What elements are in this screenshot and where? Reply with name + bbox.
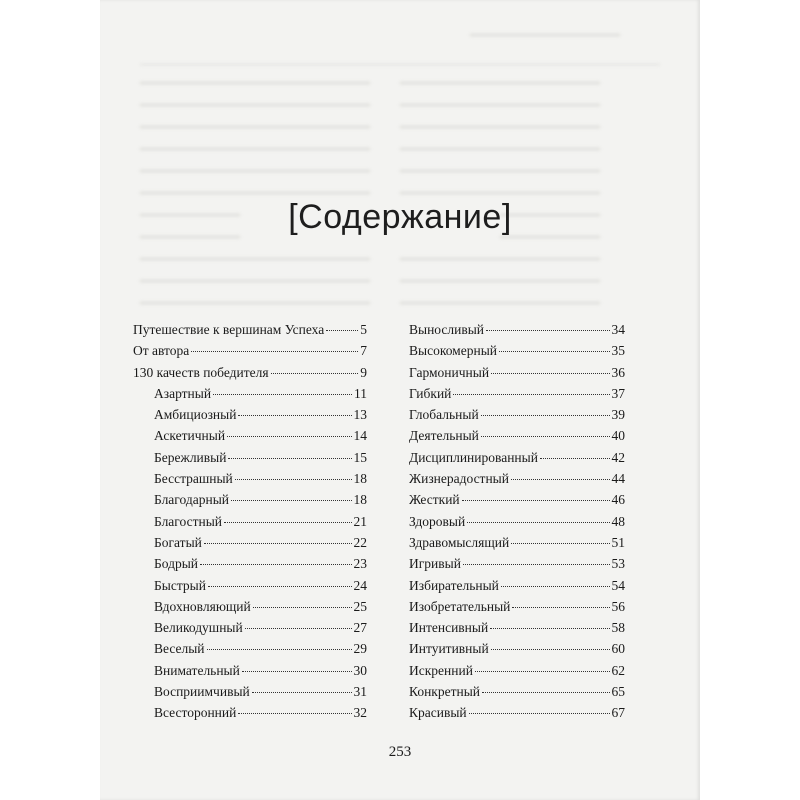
toc-entry [409,365,625,386]
toc-entry [133,556,367,577]
toc-entry-label: Гармоничный [409,364,490,380]
toc-entry-label: Красивый [409,705,467,721]
toc-entry [409,684,625,705]
toc-entry-label: Глобальный [409,407,479,423]
toc-entry [133,365,367,386]
dot-leader [242,671,352,672]
toc-entry [409,535,625,556]
toc-entry-label: Благодарный [154,492,229,508]
toc-entry-label: Дисциплинированный [409,449,538,465]
toc-entry-label: Восприимчивый [154,684,250,700]
dot-leader [208,586,352,587]
toc-entry-label: Путешествие к вершинам Успеха [133,322,325,337]
toc-entry-label: Интенсивный [409,620,489,636]
toc-entry-label: Здравомыслящий [409,534,510,550]
toc-entry-page: 31 [353,684,367,700]
toc-entry-page: 24 [353,577,367,593]
dot-leader [481,436,610,437]
dot-leader [235,479,352,480]
toc-entry [409,514,625,535]
toc-entry-label: Богатый [154,534,202,550]
toc-entry-page: 39 [611,407,625,423]
toc-entry [133,407,367,428]
toc-entry [133,471,367,492]
toc-entry-page: 11 [354,385,367,401]
toc-entry-page: 27 [353,620,367,636]
toc-entry-label: Здоровый [409,513,466,529]
toc-entry-page: 44 [611,471,625,487]
toc-entry-label: Выносливый [409,322,485,337]
dot-leader [463,564,610,565]
toc-entry-label: Аскетичный [154,428,226,444]
dot-leader [512,607,609,608]
toc-entry-page: 7 [360,343,367,359]
toc-entry-label: Жизнерадостный [409,471,509,487]
toc-entry-page: 62 [611,662,625,678]
toc-entry-label: Благостный [154,513,223,529]
dot-leader [191,351,358,352]
toc-entry [133,492,367,513]
dot-leader [490,628,609,629]
toc-entry-label: Гибкий [409,385,452,401]
toc-entry-page: 22 [353,534,367,550]
toc-entry-label: Вдохновляющий [154,598,251,614]
toc-entry-label: Избирательный [409,577,499,593]
toc-entry [409,578,625,599]
dot-leader [499,351,610,352]
toc-entry-page: 53 [611,556,625,572]
toc-entry-label: Веселый [154,641,205,657]
toc-entry-page: 54 [611,577,625,593]
toc-column-left [133,322,367,727]
toc-entry [409,428,625,449]
toc-entry-page: 21 [353,513,367,529]
toc-entry [409,386,625,407]
toc-entry-page: 58 [611,620,625,636]
toc-entry-label: Интуитивный [409,641,489,657]
toc-entry-page: 13 [353,407,367,423]
toc-entry-label: Бесстрашный [154,471,233,487]
toc-entry-page: 5 [360,322,367,337]
toc-entry [133,514,367,535]
toc-entry [133,428,367,449]
dot-leader [491,649,610,650]
toc-entry-page: 40 [611,428,625,444]
dot-leader [253,607,352,608]
dot-leader [453,394,609,395]
toc-entry [133,343,367,364]
toc-entry [409,407,625,428]
dot-leader [540,458,610,459]
toc-entry [409,599,625,620]
toc-entry-label: Азартный [154,385,212,401]
toc-entry-label: Игривый [409,556,461,572]
toc-entry [133,322,367,343]
toc-entry-page: 51 [611,534,625,550]
dot-leader [501,586,610,587]
toc-entry-page: 42 [611,449,625,465]
dot-leader [462,500,610,501]
toc-entry-label: Быстрый [154,577,206,593]
dot-leader [245,628,352,629]
dot-leader [228,458,351,459]
toc-entry-label: От автора [133,343,190,359]
toc-entry [133,386,367,407]
toc-entry-label: 130 качеств победителя [133,364,269,380]
toc-entry-page: 29 [353,641,367,657]
toc-entry-label: Бодрый [154,556,199,572]
dot-leader [482,692,609,693]
toc-entry [409,556,625,577]
toc-entry-page: 14 [353,428,367,444]
toc-entry-page: 37 [611,385,625,401]
toc-entry [133,663,367,684]
toc-entry-page: 23 [353,556,367,572]
toc-entry [409,492,625,513]
toc-entry [409,620,625,641]
toc-entry-label: Изобретательный [409,598,511,614]
dot-leader [511,479,610,480]
page-title: [Содержание] [288,198,512,236]
toc-entry-label: Высокомерный [409,343,497,359]
toc-entry [133,620,367,641]
dot-leader [469,713,610,714]
toc-entry [133,599,367,620]
toc-entry [133,450,367,471]
dot-leader [467,522,609,523]
toc-entry-page: 48 [611,513,625,529]
toc-entry-label: Жесткий [409,492,460,508]
toc-entry [409,705,625,726]
toc-entry [409,322,625,343]
toc-entry-page: 9 [360,364,367,380]
toc-entry-label: Искренний [409,662,473,678]
toc-entry-page: 18 [353,492,367,508]
toc-entry-page: 32 [353,705,367,721]
toc-entry-page: 56 [611,598,625,614]
toc-entry-page: 65 [611,684,625,700]
dot-leader [252,692,352,693]
toc-entry [133,641,367,662]
dot-leader [207,649,352,650]
toc-entry [409,641,625,662]
toc-column-right [409,322,625,727]
toc-entry-page: 36 [611,364,625,380]
dot-leader [227,436,351,437]
toc-entry-page: 60 [611,641,625,657]
toc-entry-label: Амбициозный [154,407,237,423]
page-number: 253 [388,744,412,760]
dot-leader [238,415,351,416]
dot-leader [271,373,359,374]
toc-entry-page: 67 [611,705,625,721]
toc-entry [133,535,367,556]
toc-entry-page: 15 [353,449,367,465]
toc-entry-page: 18 [353,471,367,487]
toc-entry-label: Внимательный [154,662,240,678]
toc-entry-page: 30 [353,662,367,678]
dot-leader [511,543,609,544]
toc-entry [133,705,367,726]
dot-leader [326,330,358,331]
toc-entry-label: Бережливый [154,449,227,465]
toc-entry-page: 46 [611,492,625,508]
dot-leader [238,713,351,714]
book-page [100,0,700,800]
toc-entry-page: 25 [353,598,367,614]
dot-leader [475,671,610,672]
toc-entry [409,663,625,684]
toc-entry-page: 34 [611,322,625,337]
dot-leader [481,415,610,416]
dot-leader [204,543,352,544]
toc-entry [409,471,625,492]
dot-leader [213,394,352,395]
dot-leader [200,564,351,565]
toc-entry-label: Всесторонний [154,705,237,721]
dot-leader [224,522,351,523]
toc-entry-page: 35 [611,343,625,359]
dot-leader [486,330,609,331]
toc-entry-label: Конкретный [409,684,481,700]
toc-entry-label: Деятельный [409,428,479,444]
toc-entry [409,343,625,364]
toc-entry-label: Великодушный [154,620,243,636]
dot-leader [231,500,352,501]
dot-leader [491,373,609,374]
toc-entry [133,684,367,705]
toc-entry [133,578,367,599]
toc-entry [409,450,625,471]
